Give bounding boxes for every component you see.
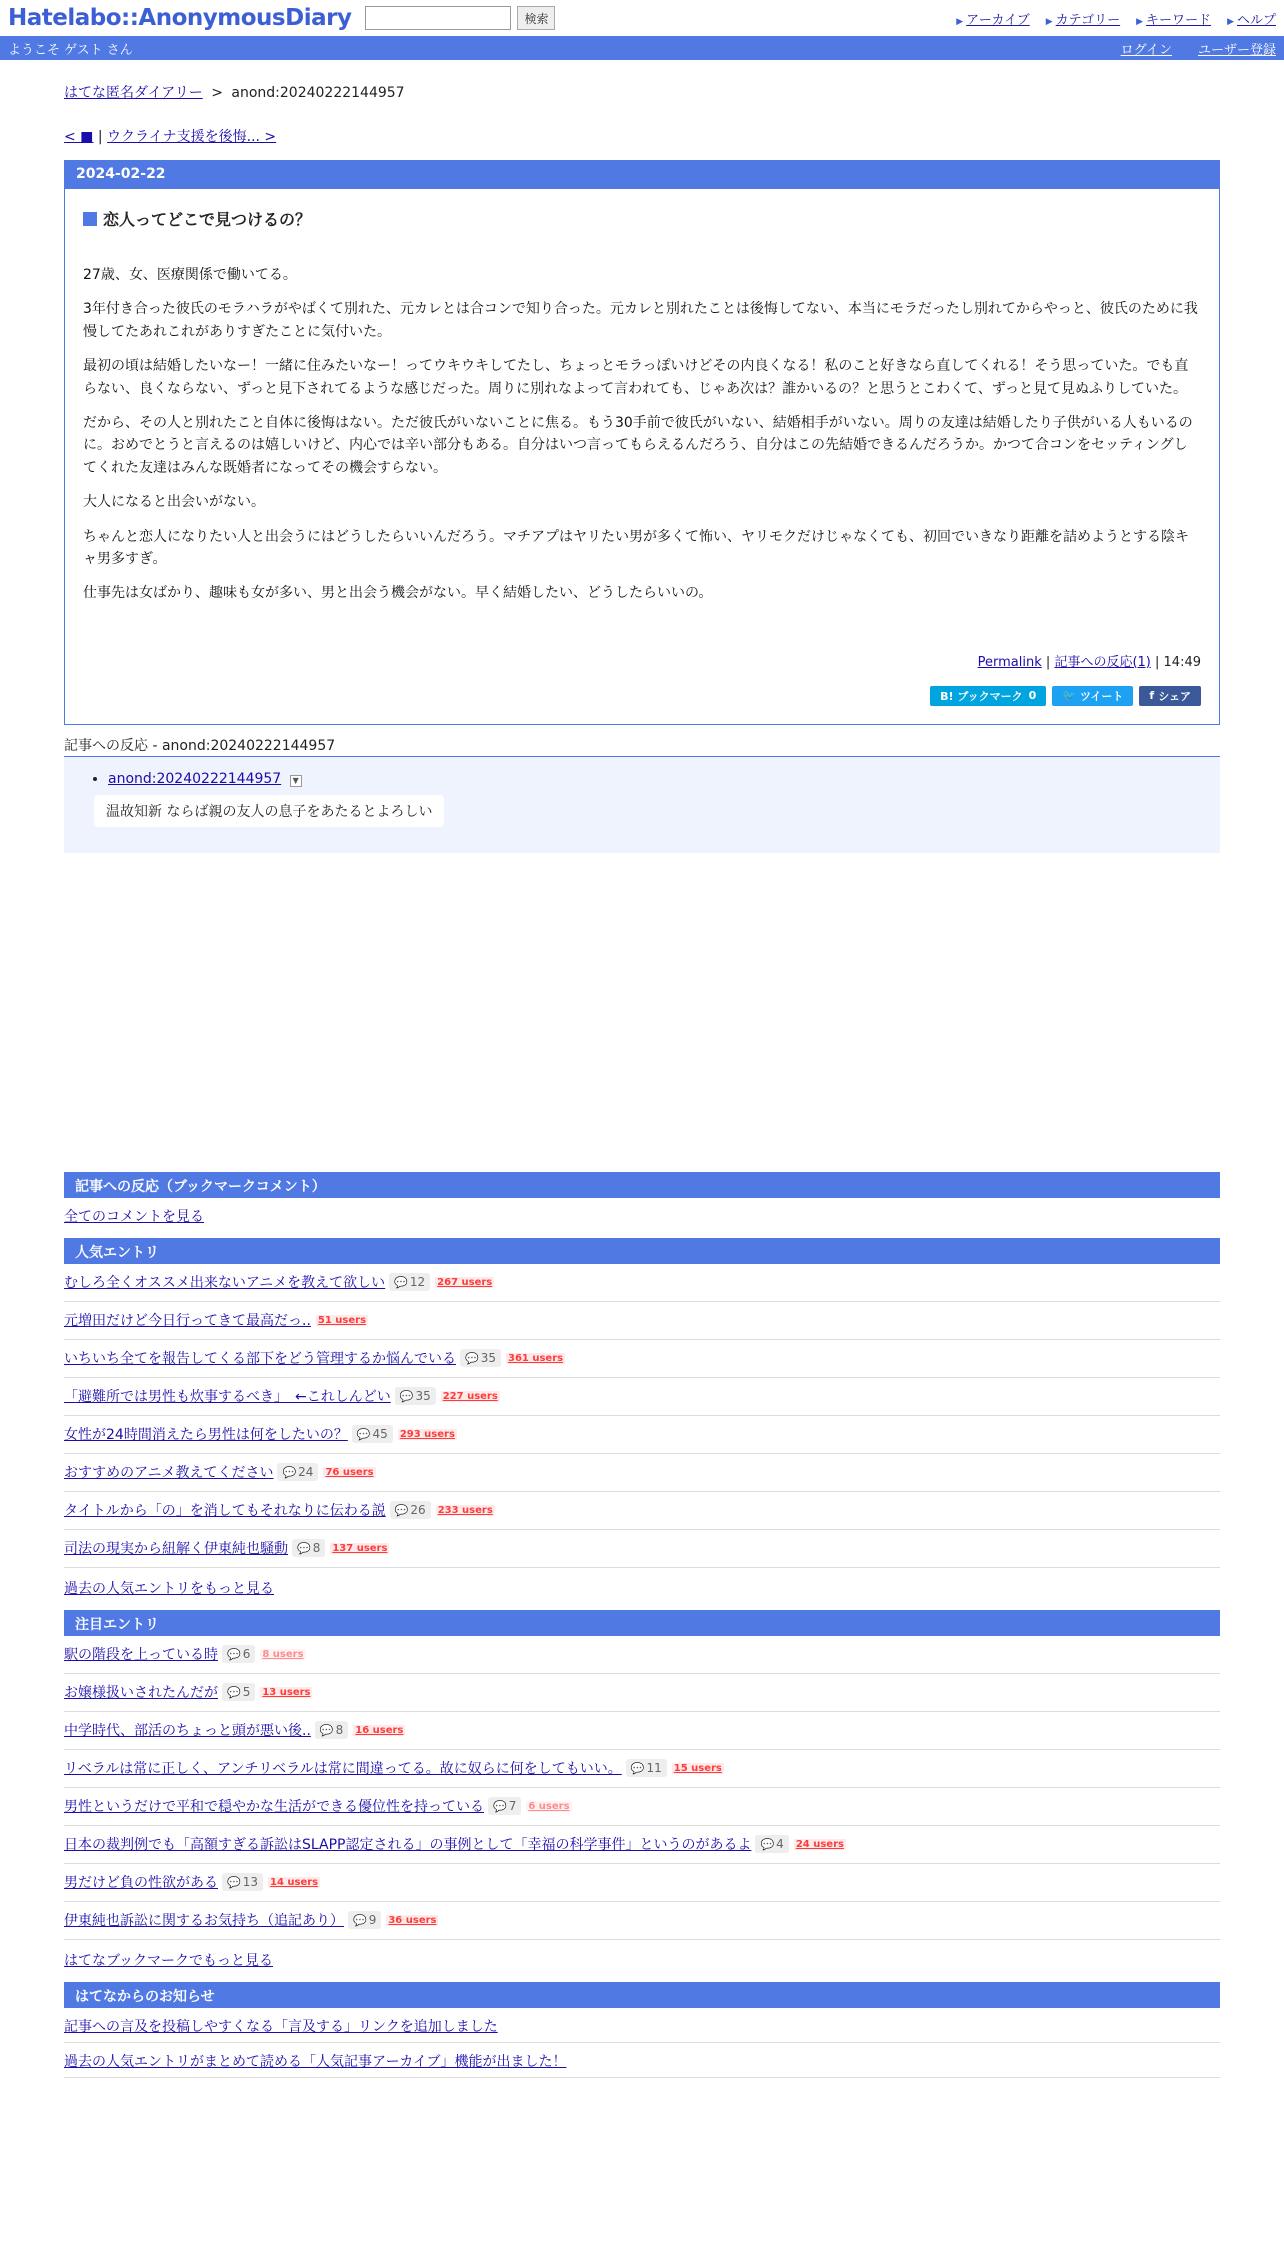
entry-link[interactable]: 伊東純也訴訟に関するお気持ち（追記あり） <box>64 1913 344 1930</box>
auth-links <box>1121 39 1276 58</box>
comment-count-badge[interactable] <box>390 1501 431 1519</box>
tweet-button[interactable] <box>1052 686 1133 706</box>
users-badge[interactable]: 6 users <box>528 1800 570 1812</box>
nav-category[interactable] <box>1046 9 1120 28</box>
comment-count: 45 <box>372 1427 388 1442</box>
users-badge[interactable]: 361 users <box>507 1352 564 1364</box>
comment-count-badge[interactable] <box>755 1835 788 1853</box>
list-item <box>64 1378 1220 1416</box>
notices-heading: はてなからのお知らせ <box>64 1982 1220 2008</box>
comment-count-badge[interactable] <box>292 1539 325 1557</box>
comment-icon: 💬 <box>356 1427 371 1441</box>
comment-icon: 💬 <box>394 1503 409 1517</box>
register-link[interactable]: ユーザー登録 <box>1197 42 1276 58</box>
list-item <box>64 1530 1220 1568</box>
comment-count: 12 <box>409 1275 426 1290</box>
users-badge[interactable]: 24 users <box>795 1838 844 1850</box>
users-badge[interactable]: 233 users <box>437 1504 493 1516</box>
comment-count-badge[interactable] <box>352 1425 393 1443</box>
welcome-text: ようこそ ゲスト さん <box>8 42 133 58</box>
popular-entries-list <box>64 1264 1220 1568</box>
breadcrumb-home[interactable]: はてな匿名ダイアリー <box>64 85 203 101</box>
users-badge[interactable]: 76 users <box>325 1466 374 1478</box>
reaction-item <box>108 771 1220 827</box>
users-badge[interactable]: 36 users <box>388 1914 437 1926</box>
top-nav <box>956 9 1276 28</box>
notice-link[interactable]: 記事への言及を投稿しやすくなる「言及する」リンクを追加しました <box>64 2018 498 2035</box>
permalink[interactable]: Permalink <box>977 654 1042 670</box>
main-content <box>64 60 1220 2078</box>
entry-paragraph: 最初の頃は結婚したいなー！一緒に住みたいなー！ってウキウキしてたし、ちょっとモラっぽいけどその内良くなる！私のこと好きなら直してくれる！そう思っていた。でも直らない、良くならない、ずっと見下されてるような感じだった。周りに別れなよって言われても、じゃあ次は？誰かいるの？と思うとこわくて、ずっと見て見ぬふりしていた。 <box>83 358 1189 397</box>
entry-link[interactable]: おすすめのアニメ教えてください <box>64 1465 274 1482</box>
login-link[interactable]: ログイン <box>1120 42 1172 58</box>
facebook-share-button[interactable] <box>1139 686 1201 706</box>
entry-date: 2024-02-22 <box>65 161 1219 189</box>
entry-link[interactable]: 男だけど負の性欲がある <box>64 1875 218 1892</box>
chevron-right-icon: ▶ <box>956 16 964 27</box>
entry-meta <box>83 651 1201 670</box>
comment-count: 13 <box>242 1875 258 1890</box>
entry-link[interactable]: 元増田だけど今日行ってきて最高だっ.. <box>64 1313 311 1330</box>
comment-count-badge[interactable] <box>315 1721 348 1739</box>
list-item <box>64 1492 1220 1530</box>
nav-keyword[interactable] <box>1136 9 1211 28</box>
square-icon[interactable] <box>83 212 97 226</box>
list-item <box>64 1636 1220 1674</box>
entry-title <box>83 207 1201 230</box>
nav-keyword-link[interactable]: キーワード <box>1146 12 1212 28</box>
search-button[interactable]: 検索 <box>517 6 555 30</box>
users-badge[interactable]: 137 users <box>332 1542 388 1554</box>
meta-divider: | <box>1155 654 1160 670</box>
comment-count-badge[interactable] <box>389 1273 430 1291</box>
users-badge[interactable]: 267 users <box>437 1276 493 1288</box>
entry-paragraph: 3年付き合った彼氏のモラハラがやばくて別れた、元カレとは合コンで知り合った。元カレと別れたことは後悔してない、本当にモラだったし別れてからやっと、彼氏のために我慢してたあれこれがありすぎたことに気付いた。 <box>83 301 1198 340</box>
reactions-heading: 記事への反応 - anond:20240222144957 <box>64 735 1220 757</box>
comment-count: 35 <box>480 1351 496 1366</box>
ad-space <box>64 853 1220 1160</box>
comment-count: 6 <box>242 1647 251 1662</box>
comment-count-badge[interactable] <box>222 1645 255 1663</box>
list-item <box>64 2043 1220 2078</box>
bookmark-comments-heading: 記事への反応（ブックマークコメント） <box>64 1172 1220 1198</box>
comment-count-badge[interactable] <box>348 1911 381 1929</box>
entry-link[interactable]: 女性が24時間消えたら男性は何をしたいの？ <box>64 1427 348 1444</box>
entry-paragraph: 27歳、女、医療関係で働いてる。 <box>83 267 297 283</box>
list-item <box>64 1826 1220 1864</box>
share-buttons <box>83 686 1201 706</box>
more-attention-link[interactable]: はてなブックマークでもっと見る <box>64 1952 274 1969</box>
list-item <box>64 1340 1220 1378</box>
comment-count-badge[interactable] <box>460 1349 501 1367</box>
comment-count: 4 <box>776 1837 784 1852</box>
users-badge[interactable]: 293 users <box>399 1428 455 1440</box>
entry-link[interactable]: タイトルから「の」を消してもそれなりに伝わる説 <box>64 1503 386 1520</box>
list-item <box>64 1264 1220 1302</box>
users-badge[interactable]: 51 users <box>317 1314 367 1326</box>
comment-icon: 💬 <box>297 1541 311 1555</box>
users-badge[interactable]: 15 users <box>673 1762 722 1774</box>
breadcrumb-separator: > <box>211 85 223 101</box>
comment-icon: 💬 <box>394 1275 408 1289</box>
entry-body <box>65 189 1219 724</box>
comment-icon: 💬 <box>319 1723 334 1737</box>
reactions-link[interactable]: 記事への反応(1) <box>1054 654 1151 670</box>
entry-link[interactable]: 司法の現実から紐解く伊東純也騒動 <box>64 1541 288 1558</box>
users-badge[interactable]: 16 users <box>355 1724 404 1736</box>
comment-count-badge[interactable] <box>488 1797 521 1815</box>
comment-count: 11 <box>646 1761 662 1776</box>
entry-box <box>64 160 1220 725</box>
chevron-right-icon: ▶ <box>1227 16 1234 27</box>
comment-icon: 💬 <box>227 1685 241 1699</box>
list-item <box>64 1416 1220 1454</box>
entry-time: 14:49 <box>1163 654 1201 670</box>
chevron-right-icon: ▶ <box>1045 16 1053 27</box>
comment-icon: 💬 <box>465 1351 479 1365</box>
comment-icon: 💬 <box>493 1799 507 1813</box>
comment-count-badge[interactable] <box>626 1759 667 1777</box>
comment-icon: 💬 <box>227 1647 241 1661</box>
entry-paragraph: ちゃんと恋人になりたい人と出会うにはどうしたらいいんだろう。マチアプはヤリたい男が多くて怖い、ヤリモクだけじゃなくても、初回でいきなり距離を詰めようとする陰キャ男多すぎ。 <box>83 528 1189 567</box>
list-item <box>64 1454 1220 1492</box>
attention-entries-list <box>64 1636 1220 1940</box>
nav-archive-link[interactable]: アーカイブ <box>966 12 1030 28</box>
list-item <box>64 1902 1220 1940</box>
nav-archive[interactable] <box>956 9 1030 28</box>
list-item <box>64 1712 1220 1750</box>
users-badge[interactable]: 14 users <box>269 1876 319 1888</box>
list-item <box>64 1302 1220 1340</box>
hatena-bookmark-label: B! ブックマーク <box>940 689 1023 703</box>
more-popular-link[interactable]: 過去の人気エントリをもっと見る <box>64 1580 274 1597</box>
reaction-link[interactable]: anond:20240222144957 <box>108 770 282 787</box>
prev-entry-link[interactable]: < ■ <box>64 129 94 145</box>
entry-link[interactable]: リベラルは常に正しく、アンチリベラルは常に間違ってる。故に奴らに何をしてもいい。 <box>64 1761 622 1778</box>
breadcrumb-current: anond:20240222144957 <box>231 85 405 101</box>
tweet-label: ツイート <box>1079 689 1124 703</box>
reaction-excerpt: 温故知新 ならば親の友人の息子をあたるとよろしい <box>94 795 444 827</box>
entry-paragraph: 仕事先は女ばかり、趣味も女が多い、男と出会う機会がない。早く結婚したい、どうしたらいいの。 <box>83 585 713 602</box>
next-entry-link[interactable]: ウクライナ支援を後悔... > <box>107 129 277 145</box>
comment-count: 24 <box>298 1465 314 1480</box>
entry-link[interactable]: いちいち全てを報告してくる部下をどう管理するか悩んでいる <box>64 1351 456 1368</box>
list-item <box>64 1788 1220 1826</box>
comment-icon: 💬 <box>227 1875 241 1889</box>
comment-count: 8 <box>335 1723 344 1738</box>
users-badge[interactable]: 13 users <box>262 1686 311 1698</box>
entry-link[interactable]: 中学時代、部活のちょっと頭が悪い後.. <box>64 1723 311 1740</box>
nav-category-link[interactable]: カテゴリー <box>1055 12 1121 28</box>
bookmark-count: 0 <box>1028 689 1037 703</box>
comment-count: 8 <box>312 1541 321 1556</box>
facebook-share-label: シェア <box>1158 689 1191 703</box>
prev-next-nav <box>64 126 1220 146</box>
meta-divider: | <box>1045 654 1051 670</box>
entry-link[interactable]: お嬢様扱いされたんだが <box>64 1685 218 1702</box>
comment-count: 9 <box>368 1913 377 1928</box>
entry-paragraph: 大人になると出会いがない。 <box>83 494 265 511</box>
attention-entries-heading: 注目エントリ <box>64 1610 1220 1636</box>
list-item <box>64 2008 1220 2043</box>
hatena-bookmark-button[interactable] <box>930 686 1046 706</box>
comment-icon: 💬 <box>399 1389 414 1403</box>
comment-count-badge[interactable] <box>277 1463 318 1481</box>
list-item <box>64 1674 1220 1712</box>
comment-count: 7 <box>508 1799 517 1814</box>
user-bar <box>0 36 1284 60</box>
comment-count: 5 <box>242 1685 251 1700</box>
comment-count-badge[interactable] <box>222 1683 255 1701</box>
comment-count-badge[interactable] <box>395 1387 436 1405</box>
reactions-list <box>64 757 1220 853</box>
list-item <box>64 1864 1220 1902</box>
users-badge[interactable]: 8 users <box>262 1648 304 1660</box>
comment-count: 35 <box>415 1389 431 1404</box>
all-comments-link[interactable]: 全てのコメントを見る <box>64 1208 204 1225</box>
site-logo[interactable]: Hatelabo::AnonymousDiary <box>8 5 352 31</box>
entry-link[interactable]: 男性というだけで平和で穏やかな生活ができる優位性を持っている <box>64 1799 484 1816</box>
twitter-icon: 🐦 <box>1062 689 1076 703</box>
entry-link[interactable]: むしろ全くオススメ出来ないアニメを教えて欲しい <box>64 1275 386 1292</box>
comment-icon: 💬 <box>630 1761 645 1775</box>
breadcrumb <box>64 82 1220 102</box>
chevron-right-icon: ▶ <box>1136 16 1144 27</box>
search-input[interactable] <box>365 6 511 30</box>
entry-link[interactable]: 駅の階段を上っている時 <box>64 1647 218 1664</box>
comment-icon: 💬 <box>353 1913 367 1927</box>
notice-link[interactable]: 過去の人気エントリがまとめて読める「人気記事アーカイブ」機能が出ました！ <box>64 2053 567 2070</box>
popular-entries-heading: 人気エントリ <box>64 1238 1220 1264</box>
chevron-down-icon[interactable]: ▼ <box>290 775 302 787</box>
notices-list <box>64 2008 1220 2078</box>
entry-link[interactable]: 「避難所では男性も炊事するべき」 ←これしんどい <box>64 1389 391 1406</box>
list-item <box>64 1750 1220 1788</box>
comment-icon: 💬 <box>282 1465 297 1479</box>
nav-help[interactable] <box>1227 9 1276 28</box>
comment-count: 26 <box>410 1503 426 1518</box>
comment-icon: 💬 <box>760 1837 775 1851</box>
facebook-icon: f <box>1149 689 1155 703</box>
entry-paragraph: だから、その人と別れたこと自体に後悔はない。ただ彼氏がいないことに焦る。もう30手前で彼氏がいない、結婚相手がいない。周りの友達は結婚したり子供がいる人もいるのに。おめでとうと言えるのは嬉しいけど、内心では辛い部分もある。自分はいつ言ってもらえるんだろう、自分はこの先結婚できるんだろうか。かつて合コンをセッティングしてくれた友達はみんな既婚者になってその機会すらない。 <box>83 414 1193 476</box>
users-badge[interactable]: 227 users <box>442 1390 498 1402</box>
nav-help-link[interactable]: ヘルプ <box>1236 12 1276 28</box>
top-bar <box>0 0 1284 36</box>
prev-next-divider: | <box>97 129 103 145</box>
entry-title-text: 恋人ってどこで見つけるの？ <box>103 210 312 229</box>
entry-link[interactable]: 日本の裁判例でも「高額すぎる訴訟はSLAPP認定される」の事例として「幸福の科学事件」というのがあるよ <box>64 1837 752 1854</box>
comment-count-badge[interactable] <box>222 1873 263 1891</box>
